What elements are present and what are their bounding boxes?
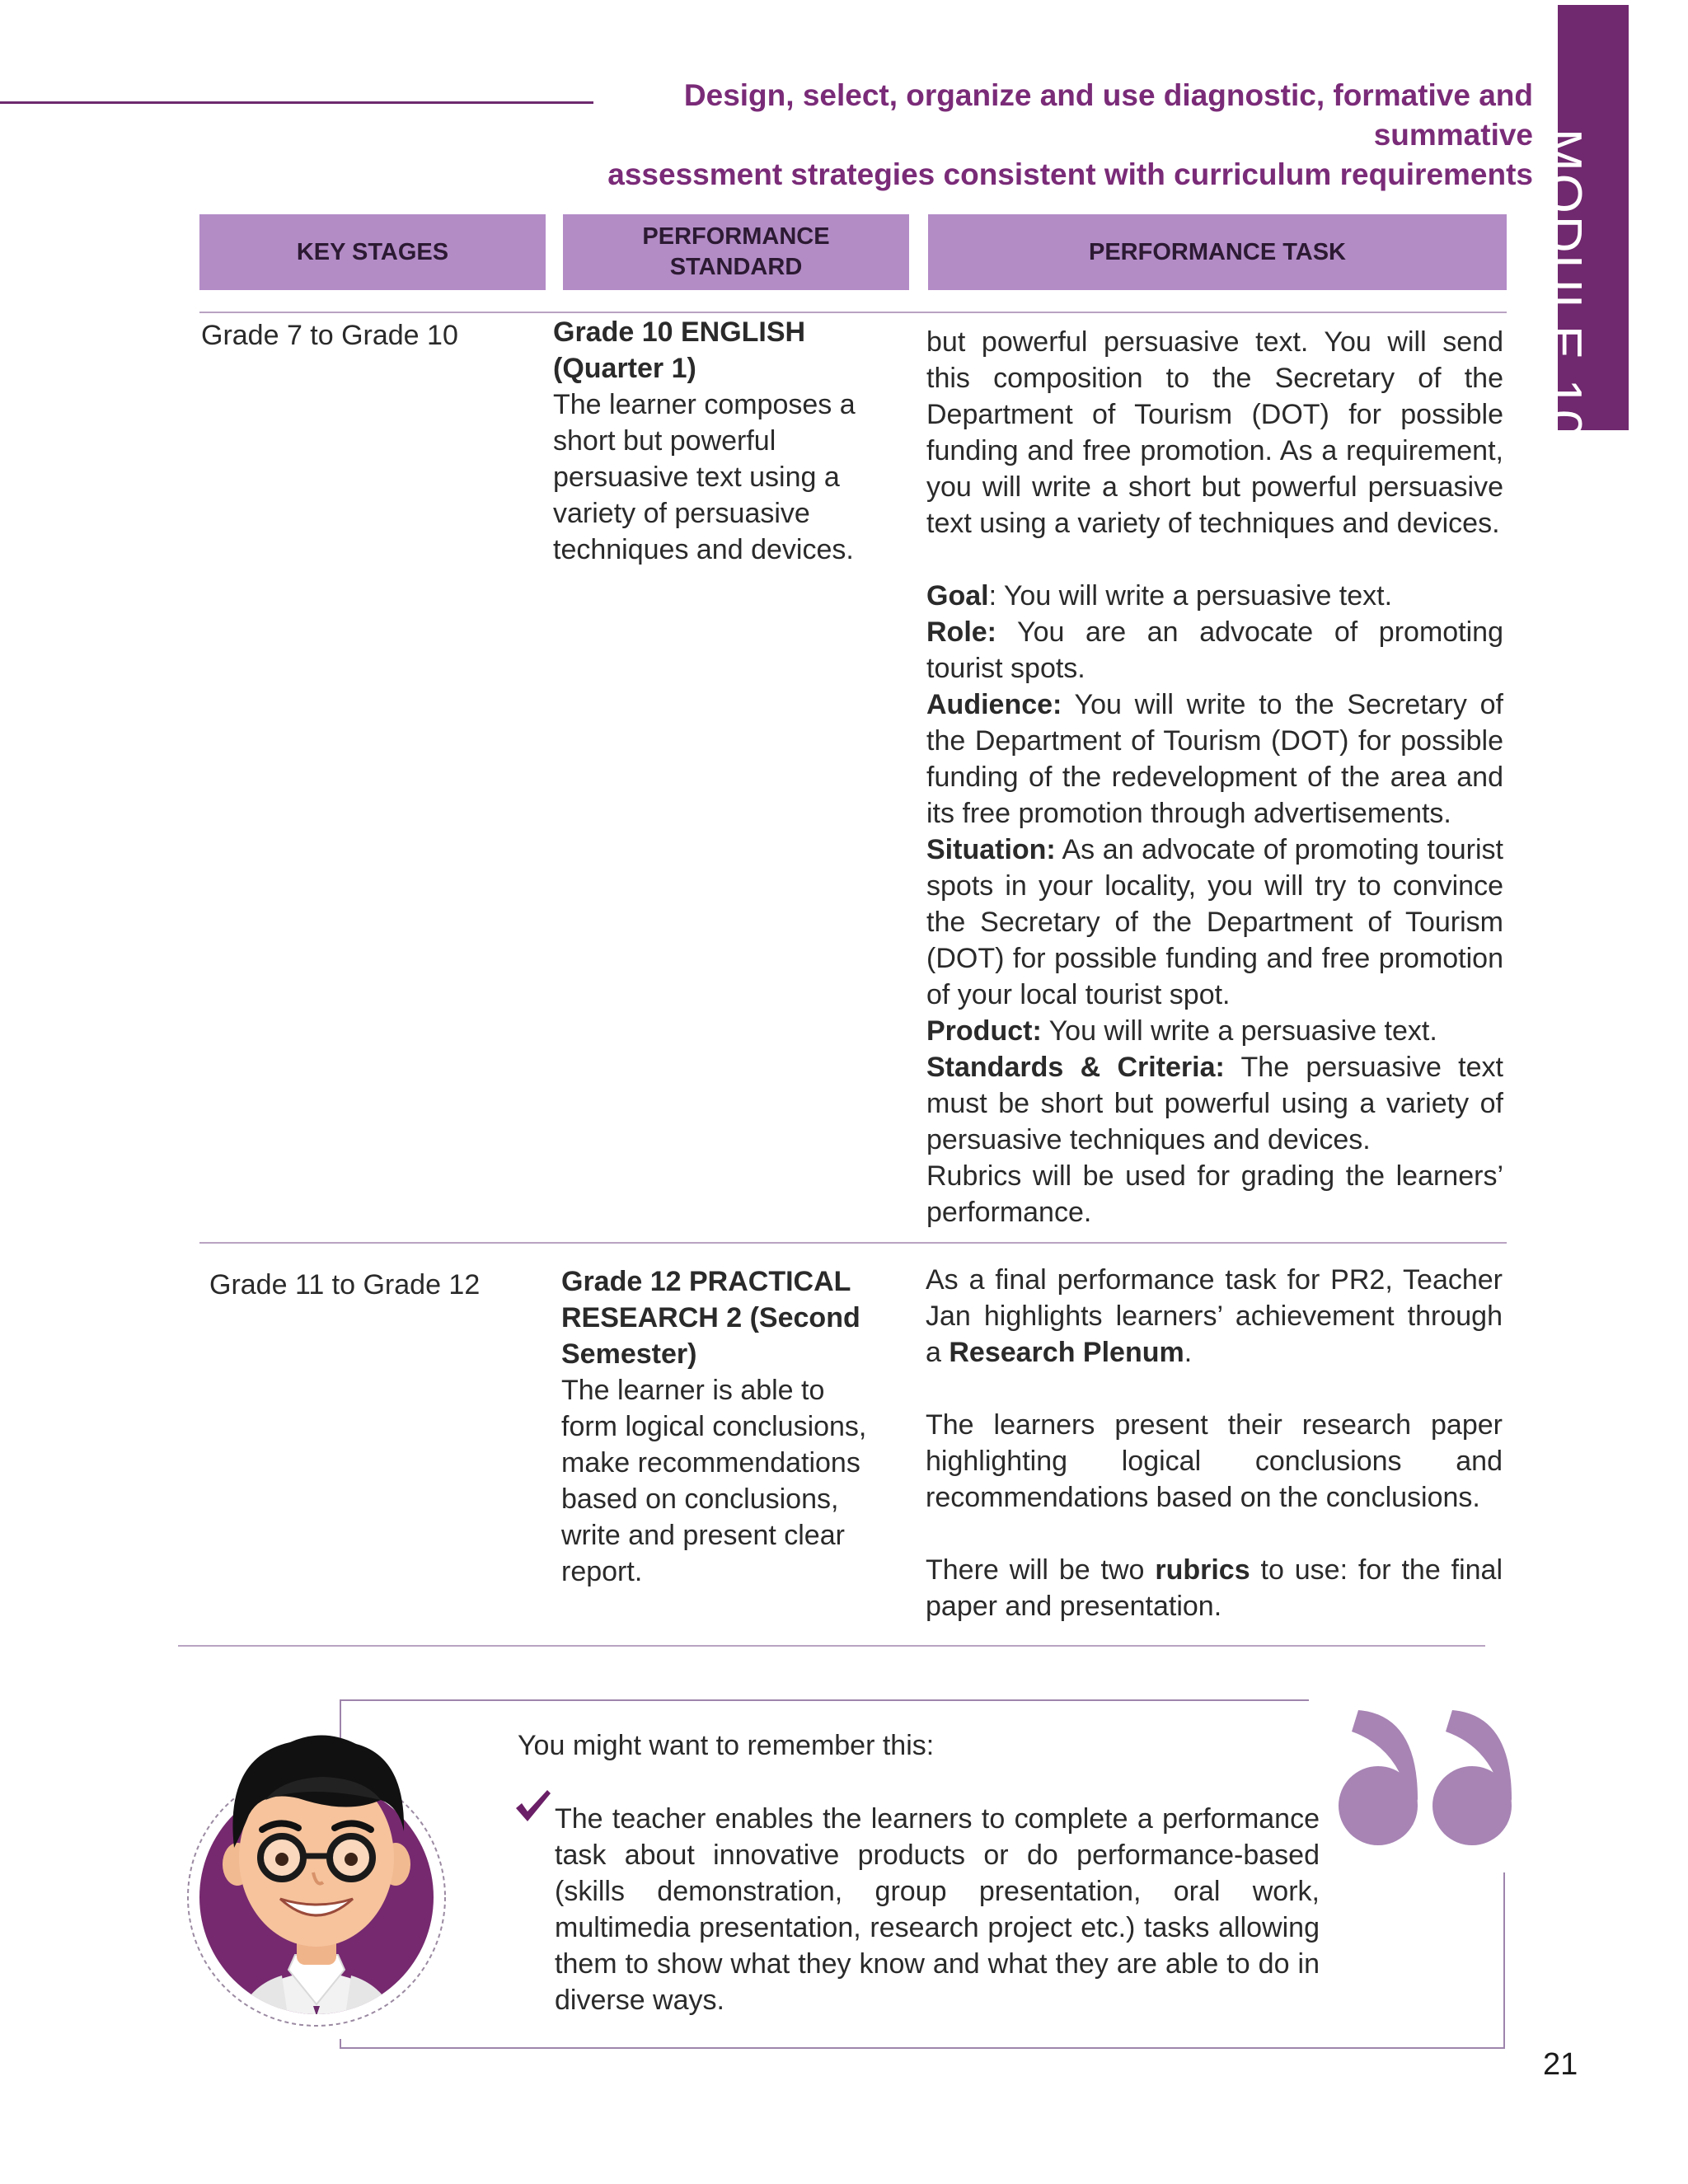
column-header-performance-standard: PERFORMANCE STANDARD <box>563 214 909 290</box>
task-item-goal: Goal: You will write a persuasive text. <box>926 580 1393 612</box>
reminder-title: You might want to remember this: <box>518 1730 935 1761</box>
reminder-box-top-border <box>340 1699 1309 1701</box>
performance-task-cell <box>926 324 1503 1230</box>
standard-title: Grade 10 ENGLISH (Quarter 1) <box>553 316 806 384</box>
task-paragraph: As a final performance task for PR2, Teacher Jan highlights learners’ achievement through a Research Plenum. <box>926 1264 1503 1368</box>
task-intro: but powerful persuasive text. You will send this composition to the Secretary of the Department of Tourism (DOT) for possible funding and free promotion. As a requirement, you will write a short but powerful persuasive text using a variety of techniques and devices. <box>926 326 1503 539</box>
task-item-situation: Situation: As an advocate of promoting tourist spots in your locality, you will try to convince the Secretary of the Department of Tourism (DOT) for possible funding and free promotion of your local tourist spot. <box>926 834 1503 1010</box>
task-item-role: Role: You are an advocate of promoting tourist spots. <box>926 616 1503 684</box>
standard-text: The learner is able to form logical conclusions, make recommendations based on conclusions, write and present clear report. <box>561 1375 867 1587</box>
reminder-text: The teacher enables the learners to complete a performance task about innovative products or do performance-based (skills demonstration, group presentation, oral work, multimedia presentation, research project etc.) tasks allowing them to show what they know and what they are able to do in diverse ways. <box>555 1803 1320 2016</box>
header-rule <box>0 101 593 104</box>
task-paragraph: There will be two rubrics to use: for the final paper and presentation. <box>926 1554 1503 1622</box>
module-tab <box>1535 5 1629 441</box>
performance-standard-cell <box>553 314 874 568</box>
reminder-box-bottom-border <box>340 2047 1505 2049</box>
task-item-audience: Audience: You will write to the Secretary of the Department of Tourism (DOT) for possible funding of the redevelopment of the area and its free promotion through advertisements. <box>926 689 1503 829</box>
column-header-performance-task: PERFORMANCE TASK <box>928 214 1507 290</box>
standard-title: Grade 12 PRACTICAL RESEARCH 2 (Second Semester) <box>561 1266 860 1370</box>
reminder-box-right-border <box>1503 1872 1505 2049</box>
checkmark-icon <box>514 1788 551 1825</box>
performance-task-cell <box>926 1262 1503 1624</box>
table-bottom-rule <box>178 1645 1485 1647</box>
key-stage-cell: Grade 11 to Grade 12 <box>209 1269 481 1301</box>
page-title <box>544 76 1533 194</box>
page-title-line-1: Design, select, organize and use diagnostic, formative and summative <box>683 78 1533 152</box>
task-item-product: Product: You will write a persuasive text. <box>926 1015 1437 1047</box>
page-number: 21 <box>1543 2047 1578 2082</box>
column-header-key-stages: KEY STAGES <box>199 214 546 290</box>
task-item-standards-criteria: Standards & Criteria: The persuasive text must be short but powerful using a variety of persuasive techniques and devices. <box>926 1052 1503 1155</box>
module-tab-label: MODULE 10 <box>1535 129 1592 441</box>
table-divider <box>199 1242 1507 1244</box>
performance-standard-cell <box>561 1263 874 1590</box>
quotation-mark-icon <box>1335 1702 1515 1850</box>
table-divider <box>199 312 1507 313</box>
standard-text: The learner composes a short but powerful persuasive text using a variety of persuasive techniques and devices. <box>553 389 856 565</box>
task-closing: Rubrics will be used for grading the learners’ performance. <box>926 1160 1503 1228</box>
key-stage-cell: Grade 7 to Grade 10 <box>201 320 458 351</box>
task-paragraph: The learners present their research paper highlighting logical conclusions and recommendations based on the conclusions. <box>926 1409 1503 1513</box>
teacher-avatar-icon <box>183 1708 455 2046</box>
page-title-line-2: assessment strategies consistent with curriculum requirements <box>607 157 1533 191</box>
